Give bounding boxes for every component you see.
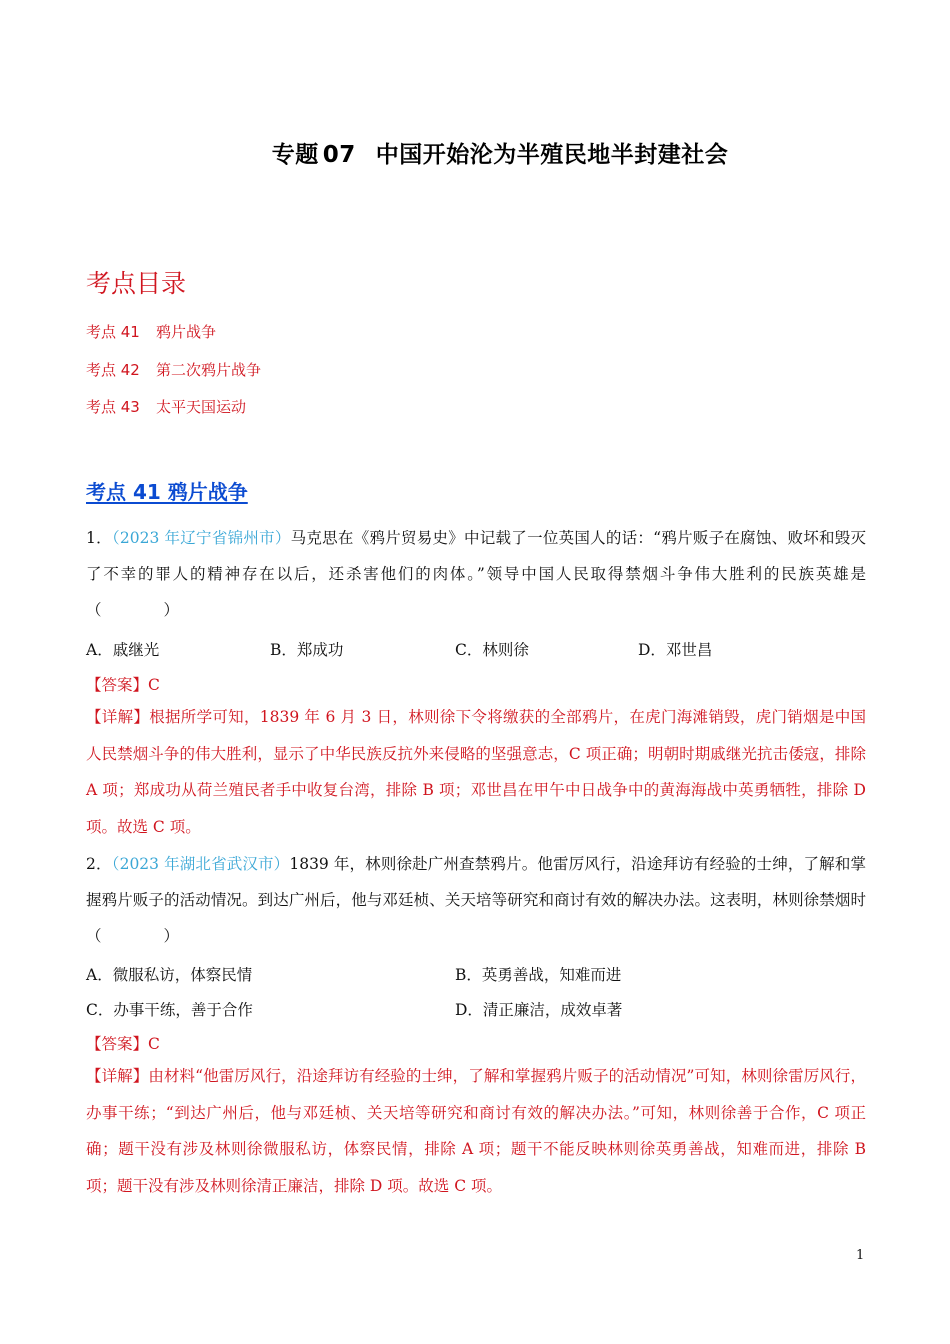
toc-item-label: 太平天国运动 bbox=[156, 398, 247, 416]
question-number: 1． bbox=[86, 529, 112, 547]
toc-item-code: 考点 41 bbox=[86, 323, 140, 341]
question-2-option-a: A．微服私访，体察民情 bbox=[86, 966, 253, 984]
question-1-option-a: A．戚继光 bbox=[86, 641, 160, 659]
question-source: （2023 年湖北省武汉市） bbox=[111, 855, 290, 873]
toc-item-label: 第二次鸦片战争 bbox=[156, 361, 262, 379]
page-title bbox=[0, 136, 950, 169]
title-text: 中国开始沦为半殖民地半封建社会 bbox=[375, 142, 729, 168]
question-2-option-c: C．办事干练，善于合作 bbox=[86, 1001, 253, 1019]
answer-label: 【答案】 bbox=[86, 1035, 149, 1053]
answer-label: 【答案】 bbox=[86, 676, 149, 694]
toc-item[interactable] bbox=[86, 359, 261, 380]
detail-label: 【详解】 bbox=[86, 708, 150, 726]
detail-text: 根据所学可知，1839 年 6 月 3 日，林则徐下令将缴获的全部鸦片，在虎门海滩销毁，虎门销烟是中国人民禁烟斗争的伟大胜利，显示了中华民族反抗外来侵略的坚强意志，C 项正确；明朝时期戚继光抗击倭寇，排除 A 项；郑成功从荷兰殖民者手中收复台湾，排除 B 项；邓世昌在甲午中日战争中的黄海海战中英勇牺牲，排除 D 项。故选 C 项。 bbox=[86, 708, 866, 836]
question-number: 2． bbox=[86, 855, 112, 873]
title-prefix: 专题 bbox=[271, 142, 319, 168]
title-number: 07 bbox=[322, 142, 356, 168]
toc-item-code: 考点 43 bbox=[86, 398, 140, 416]
question-2-answer bbox=[86, 1032, 160, 1054]
toc-item[interactable] bbox=[86, 396, 246, 417]
section-heading[interactable]: 考点 41 鸦片战争 bbox=[86, 480, 248, 504]
question-2-option-d: D．清正廉洁，成效卓著 bbox=[455, 1001, 623, 1019]
toc-item-code: 考点 42 bbox=[86, 361, 140, 379]
question-source: （2023 年辽宁省锦州市） bbox=[111, 529, 291, 547]
detail-label: 【详解】 bbox=[86, 1067, 149, 1085]
question-1-stem bbox=[86, 520, 866, 628]
answer-value: C bbox=[148, 676, 160, 694]
question-2-option-b: B．英勇善战，知难而进 bbox=[455, 966, 622, 984]
toc-heading: 考点目录 bbox=[86, 269, 187, 298]
question-1-answer bbox=[86, 673, 160, 695]
toc-item[interactable] bbox=[86, 321, 216, 342]
question-2-stem bbox=[86, 846, 866, 954]
question-1-option-b: B．郑成功 bbox=[270, 641, 344, 659]
page-number: 1 bbox=[856, 1248, 865, 1263]
question-1-option-c: C．林则徐 bbox=[455, 641, 529, 659]
detail-text: 由材料“他雷厉风行，沿途拜访有经验的士绅，了解和掌握鸦片贩子的活动情况”可知，林则徐雷厉风行，办事干练；“到达广州后，他与邓廷桢、关天培等研究和商讨有效的解决办法。”可知，林则徐善于合作，C 项正确；题干没有涉及林则徐微服私访，体察民情，排除 A 项；题干不能反映林则徐英勇善战，知难而进，排除 B 项；题干没有涉及林则徐清正廉洁，排除 D 项。故选 C 项。 bbox=[86, 1067, 866, 1195]
question-1-detail bbox=[86, 699, 866, 845]
question-text: 1839 年，林则徐赴广州查禁鸦片。他雷厉风行，沿途拜访有经验的士绅，了解和掌握鸦片贩子的活动情况。到达广州后，他与邓廷桢、关天培等研究和商讨有效的解决办法。这表明，林则徐禁烟时（ ） bbox=[86, 855, 866, 945]
question-1-option-d: D．邓世昌 bbox=[638, 641, 713, 659]
question-text: 马克思在《鸦片贸易史》中记载了一位英国人的话：“鸦片贩子在腐蚀、败坏和毁灭了不幸的罪人的精神存在以后，还杀害他们的肉体。”领导中国人民取得禁烟斗争伟大胜利的民族英雄是（ ） bbox=[86, 529, 866, 619]
answer-value: C bbox=[148, 1035, 160, 1053]
question-2-detail bbox=[86, 1058, 866, 1204]
toc-item-label: 鸦片战争 bbox=[156, 323, 217, 341]
